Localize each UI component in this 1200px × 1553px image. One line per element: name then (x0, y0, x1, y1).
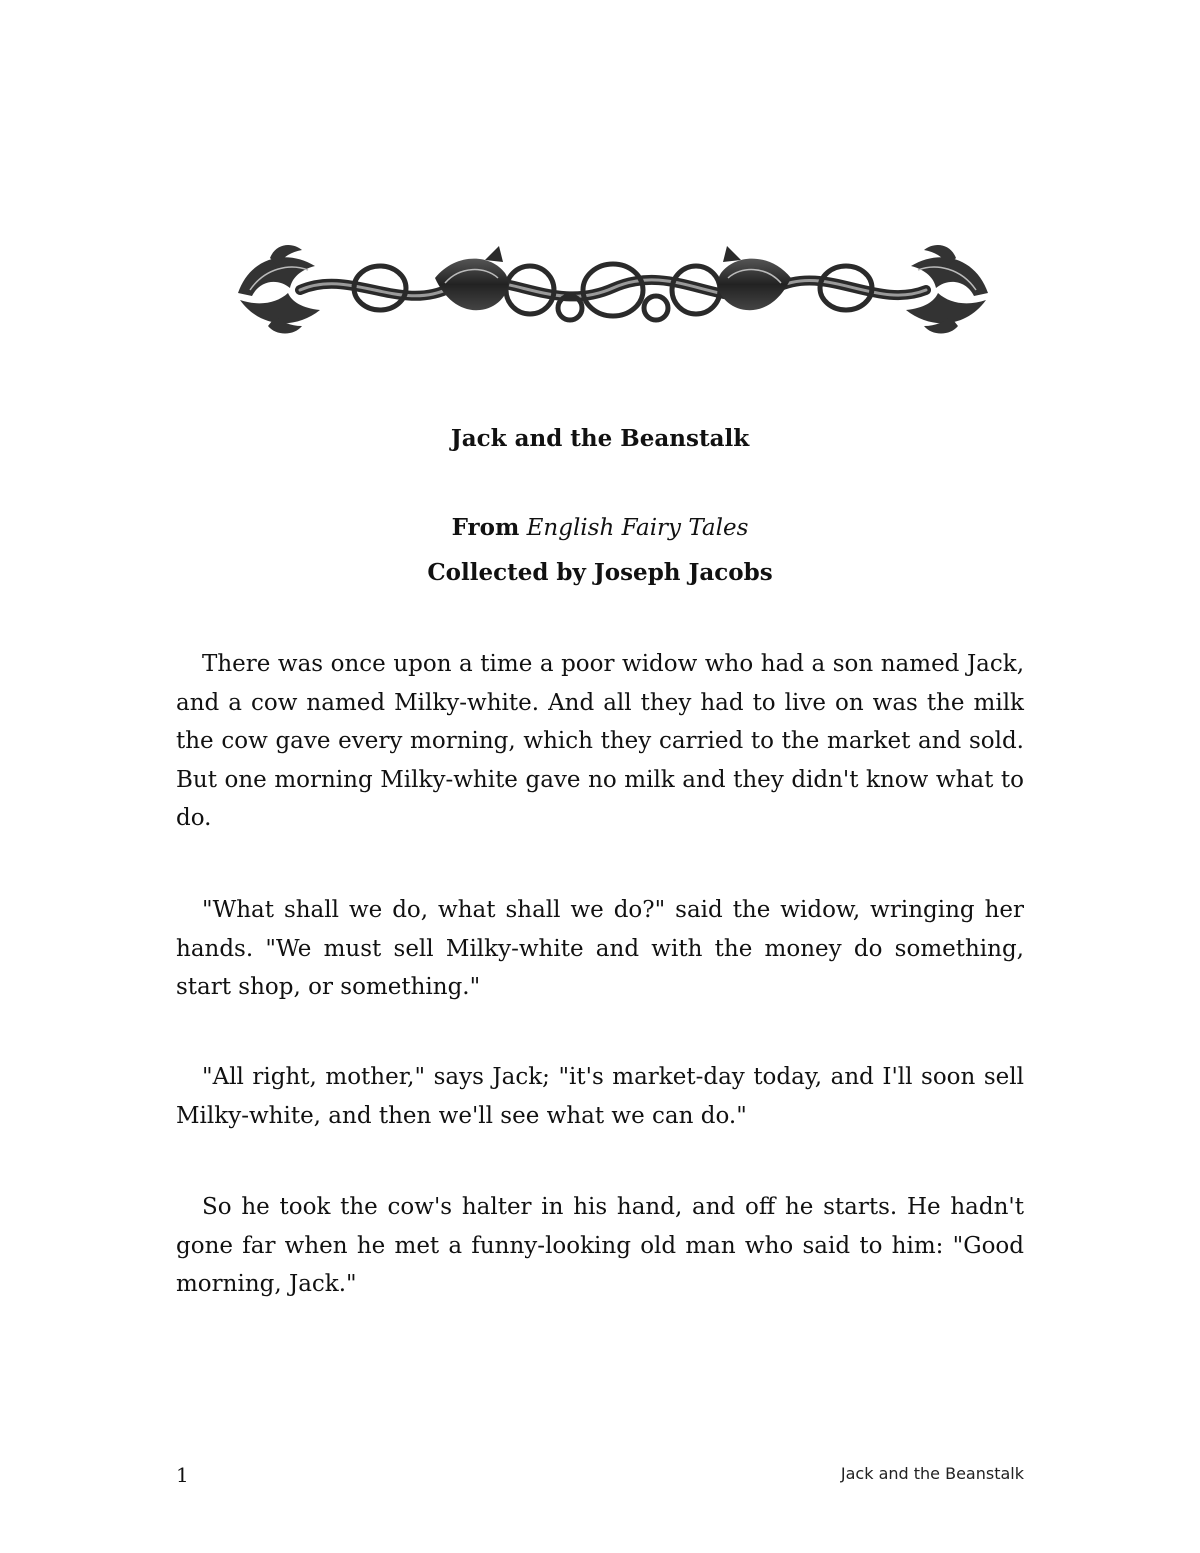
source-book-title: English Fairy Tales (526, 515, 749, 541)
source-prefix: From (451, 514, 520, 541)
decorative-scroll-banner-icon (230, 238, 996, 338)
paragraph-1-text: There was once upon a time a poor widow who had a son named Jack, and a cow named Milky-white. And all they had to live on was the milk the cow gave every morning, which they carried to the market and sold. But one morning Milky-white gave no milk and they didn't know what to do. (176, 651, 1024, 831)
collector-line: Collected by Joseph Jacobs (427, 559, 773, 586)
paragraph-4-text: So he took the cow's halter in his hand, and off he starts. He hadn't gone far when he met a funny-looking old man who said to him: "Good morning, Jack." (176, 1194, 1024, 1297)
paragraph-1 (176, 645, 1024, 838)
paragraph-2 (176, 891, 1024, 1007)
paragraph-4 (176, 1188, 1024, 1304)
source-line (0, 511, 1200, 545)
story-title: Jack and the Beanstalk (450, 425, 750, 452)
paragraph-3 (176, 1058, 1024, 1135)
paragraph-2-text: "What shall we do, what shall we do?" said the widow, wringing her hands. "We must sell Milky-white and with the money do something, start shop, or something." (176, 897, 1024, 1000)
paragraph-3-text: "All right, mother," says Jack; "it's market-day today, and I'll soon sell Milky-white, and then we'll see what we can do." (176, 1064, 1024, 1129)
running-footer-title: Jack and the Beanstalk (840, 1464, 1024, 1483)
page-number: 1 (176, 1463, 189, 1487)
